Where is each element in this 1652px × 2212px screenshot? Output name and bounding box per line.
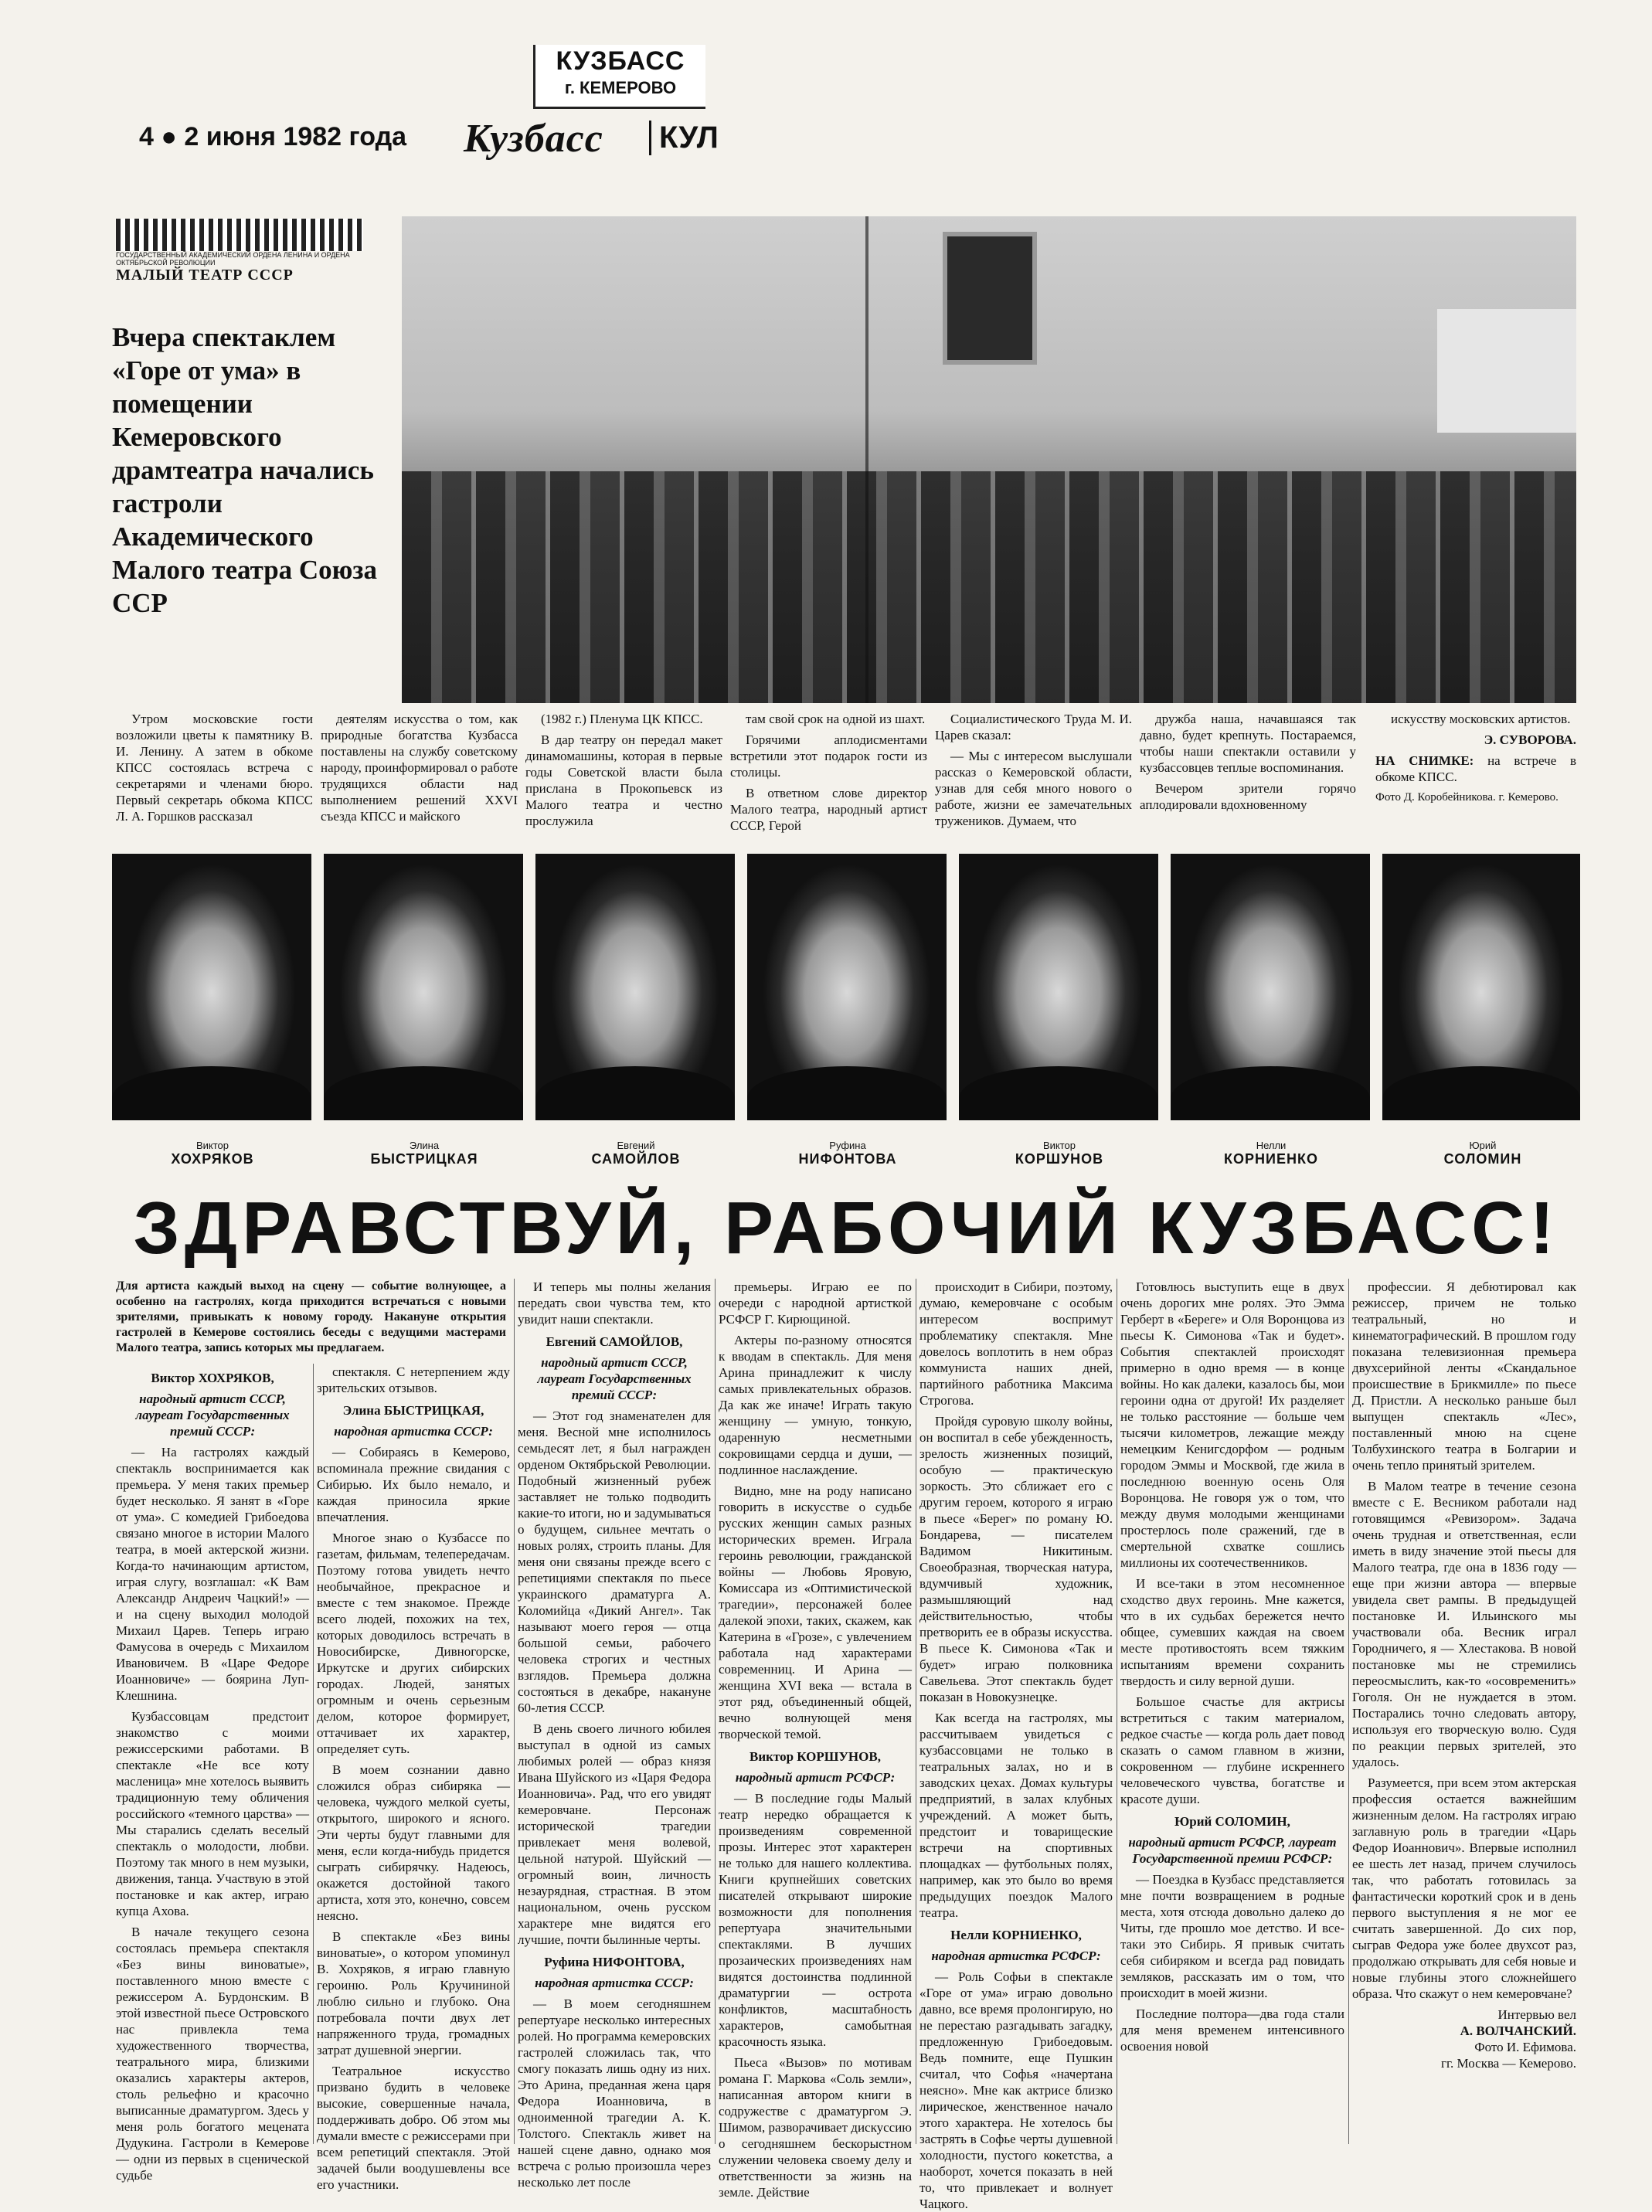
lead-column-5 bbox=[935, 711, 1132, 850]
interview-paragraph: — Собираясь в Кемерово, вспоминала прежние свидания с Сибирью. Их было немало, и каждая приносила яркие впечатления. bbox=[317, 1445, 510, 1524]
interview-paragraph: В моем сознании давно сложился образ сибиряка — человека, чуждого мелкой суеты, открытого, широкого и ясного. Эти черты будут главными для меня, если когда-нибудь придется сыграть сибирячку. Надеюсь, окажется достойной такого артиста, хотя это, конечно, совсем неясно. bbox=[317, 1762, 510, 1923]
theatre-building-icon bbox=[116, 219, 363, 251]
interview-paragraph: Готовлюсь выступить еще в двух очень дорогих мне ролях. Это Эмма Герберт в «Береге» и Оля Воронцова из пьесы К. Симонова «Так и будет». События спектаклей происходят примерно в одно время — в конце войны. Но как далеки, казалось бы, мои героини одна от другой! Их разделяет не только расстояние — больше чем тысячи километров, лежащие между немецким Кенигсдорфом — родным городом Эммы и Москвой, где жила в последнюю военную осень Оля Воронцова. Не говоря уж о том, что между двумя молодыми женщинами простерлось поле сражений, где в смертельной схватке сошлись миллионы их соотечественников. bbox=[1120, 1279, 1344, 1570]
speaker-title: народный артист СССР, лауреат Государственных премий СССР: bbox=[135, 1391, 290, 1439]
interview-credit: Интервью вел bbox=[1497, 2007, 1576, 2022]
lead-paragraph: там свой срок на одной из шахт. bbox=[746, 712, 926, 726]
speaker-name: Виктор КОРШУНОВ, bbox=[750, 1749, 881, 1764]
interview-paragraph: Актеры по-разному относятся к вводам в спектакль. Для меня Арина принадлежит к числу самых привлекательных образов. Да как же иначе! Играть такую женщину — умную, тонкую, одаренную несметными сокровищами сердца и души, — подлинное наслаждение. bbox=[719, 1333, 912, 1477]
speaker-title: народная артистка СССР: bbox=[535, 1976, 694, 1990]
lead-paragraph: Вечером зрители горячо аплодировали вдохновенному bbox=[1140, 781, 1356, 812]
interview-paragraph: профессии. Я дебютировал как режиссер, причем не только театральный, но и кинематографический. В прошлом году показана телевизионная премьера двухсерийной ленты «Скандальное происшествие в Брикмилле» по пьесе Д. Пристли. А несколько раньше был выпущен спектакль «Лес», поставленный мною на сцене Толбухинского театра в Болгарии и очень тепло принятый зрителем. bbox=[1352, 1279, 1576, 1473]
issue-date: 4 ● 2 июня 1982 года bbox=[139, 122, 407, 151]
interview-paragraph: Театральное искусство призвано будить в человеке высокие, совершенные начала, поддерживать добро. Об этом мы думали вместе с режиссерами при всем репетиций спектакля. Этой задачей были воодушевлены все его участники. bbox=[317, 2064, 510, 2192]
portrait-name: Нелли КОРНИЕНКО bbox=[1224, 1140, 1318, 1167]
portrait-name: Евгений САМОЙЛОВ bbox=[591, 1140, 681, 1167]
interview-paragraph: Большое счастье для актрисы встретиться с таким материалом, редкое счастье — когда роль дает повод сказать о самом главном в жизни, сокровенном — глубине искреннего человеческого чувства, богатстве и красоте души. bbox=[1120, 1694, 1344, 1806]
seated-audience bbox=[402, 471, 1576, 703]
portrait-photo bbox=[1171, 854, 1370, 1120]
interview-paragraph: Видно, мне на роду написано говорить в искусстве о судьбе русских женщин самых разных исторических времен. Играла героинь революции, гражданской войны — Любовь Яровую, Комиссара из «Оптимистической трагедии», персонажей более далекой эпохи, таких, скажем, как Катерина в «Грозе», с увлечением работала над характерами современниц. И Арина — женщина XVI века — встала в этот ряд, объединенный общей, вечно волнующей меня творческой темой. bbox=[719, 1483, 912, 1741]
speaker-title: народный артист СССР, лауреат Государственных премий СССР: bbox=[537, 1355, 692, 1402]
column-rule bbox=[313, 1364, 314, 2144]
lead-column-7 bbox=[1375, 711, 1576, 850]
lead-headline: Вчера спектаклем «Горе от ума» в помещении Кемеровского драмтеатра начались гастроли Академического Малого театра Союза ССР bbox=[112, 322, 377, 618]
interview-paragraph: И все-таки в этом несомненное сходство двух героинь. Мне кажется, что в их судьбах бережется нечто общее, сумевших каждая на своем месте противостоять всем тяжким испытаниям времени сохранить твердость и силу верной души. bbox=[1120, 1576, 1344, 1688]
interview-paragraph: премьеры. Играю ее по очереди с народной артисткой РСФСР Г. Кирющиной. bbox=[719, 1279, 912, 1327]
interview-intro: Для артиста каждый выход на сцену — событие волнующее, а особенно на гастролях, когда приходится встречаться с новыми зрителями, привыкать к новому городу. Накануне открытия гастролей в Кемерове состоялись беседы с ведущими мастерами Малого театра, запись которых мы предлагаем. bbox=[116, 1279, 506, 1354]
wall-banner bbox=[1437, 309, 1576, 433]
dateline: гг. Москва — Кемерово. bbox=[1441, 2056, 1576, 2071]
lead-paragraph: Утром московские гости возложили цветы к памятнику В. И. Ленину. А затем в обкоме КПСС состоялась встреча с секретарями и членами бюро. Первый секретарь обкома КПСС Л. А. Горшков рассказал bbox=[116, 712, 313, 824]
wall-portrait bbox=[943, 232, 1037, 365]
interview-paragraph: Разумеется, при всем этом актерская профессия остается важнейшим жизненным делом. На гастролях играю заглавную роль в трагедии «Царь Федор Иоаннович». Впервые исполнил ее шесть лет назад, причем случилось так, что работать готовилась за фантастически короткий срок и в день первого выступления я не мог ее считать завершенной. До сих пор, сыграв Федора уже более двухсот раз, продолжаю открывать для себя новые и новые глубины этого сложнейшего образа. Что скажут о нем кемеровчане? bbox=[1352, 1775, 1576, 2001]
lead-paragraph: В ответном слове директор Малого театра, народный артист СССР, Герой bbox=[730, 786, 927, 833]
interview-paragraph: — Этот год знаменателен для меня. Весной мне исполнилось семьдесят лет, я был награжден орденом Октябрьской Революции. Подобный жизненный рубеж заставляет не только подводить какие-то итоги, но и задумываться о будущем, сильнее мечтать о новых ролях, строить планы. Для меня они связаны прежде всего с репетициями спектакля по пьесе украинского драматурга А. Коломийца «Дикий Ангел». Так называют моего героя — отца большой семьи, рабочего человека строгих и честных взглядов. Премьера должна состояться в декабре, накануне 60-летия СССР. bbox=[518, 1408, 711, 1715]
interview-column-4 bbox=[719, 1279, 912, 2200]
interview-paragraph: Последние полтора—два года стали для меня временем интенсивного освоения новой bbox=[1120, 2006, 1344, 2054]
meeting-photo bbox=[402, 216, 1576, 703]
lead-column-2 bbox=[321, 711, 518, 850]
portrait-name: Виктор ХОХРЯКОВ bbox=[171, 1140, 254, 1167]
photo-caption bbox=[1375, 753, 1576, 785]
photo-caption-label: НА СНИМКЕ: bbox=[1375, 753, 1474, 768]
theatre-logo bbox=[116, 219, 363, 282]
column-rule bbox=[514, 1279, 515, 2144]
portrait-name: Юрий СОЛОМИН bbox=[1443, 1140, 1522, 1167]
interview-paragraph: В спектакле «Без вины виноватые», о котором упоминул В. Хохряков, я играю главную героиню. Роль Кручининой люблю сильно и глубоко. Она потребовала почти двух лет напряженного труда, громадных затрат душевной энергии. bbox=[317, 1929, 510, 2057]
stamp-newspaper: КУЗБАСС bbox=[556, 46, 685, 76]
interview-paragraph: Пройдя суровую школу войны, он воспитал в себе убежденность, зрелость жизненных позиций, особую — практическую зоркость. Это сближает его с другим героем, которого я играю в пьесе «Берег» по роману Ю. Бондарева, — писателем Вадимом Никитиным. Своеобразная, творческая натура, вдумчивый художник, размышляющий над действительностью, чтобы претворить ее в образы искусства. В пьесе К. Симонова «Так и будет» играю полковника Савельева. Этот спектакль будет показан в Новокузнецке. bbox=[919, 1414, 1113, 1704]
portrait-name: Руфина НИФОНТОВА bbox=[798, 1140, 897, 1167]
paper-fold bbox=[865, 216, 868, 703]
portrait-photo bbox=[1382, 854, 1580, 1120]
interview-paragraph: — В последние годы Малый театр нередко обращается к произведениям современной прозы. Интерес этот характерен не только для нашего коллектива. Книги крупнейших советских писателей открывают широкие возможности для пополнения репертуара значительными спектаклями. В лучших прозаических произведениях нам видятся достоинства подлинной драматургии — острота конфликтов, масштабность характеров, самобытная красочность языка. bbox=[719, 1791, 912, 2049]
photo-credit: Фото И. Ефимова. bbox=[1474, 2040, 1576, 2054]
speaker-title: народная артистка СССР: bbox=[334, 1424, 493, 1439]
column-rule bbox=[715, 1279, 716, 2144]
portrait-photo bbox=[747, 854, 947, 1120]
lead-paragraph: В дар театру он передал макет динамомашины, которая в первые годы Советской власти была прислана в Прокопьевск из Малого театра и честно прослужила bbox=[525, 732, 722, 828]
masthead bbox=[100, 116, 719, 170]
interview-paragraph: — В моем сегодняшнем репертуаре несколько интересных ролей. Но программа кемеровских гастролей сложилась так, что смогу показать лишь одну из них. Это Арина, преданная жена царя Федора Иоанновича, в одноименной трагедии А. К. Толстого. Спектакль живет на нашей сцене давно, однако моя встреча с ролью произошла через несколько лет после bbox=[518, 1996, 711, 2190]
portrait-row bbox=[112, 854, 1580, 1120]
lead-signature: Э. СУВОРОВА. bbox=[1484, 732, 1576, 747]
speaker-name: Юрий СОЛОМИН, bbox=[1174, 1814, 1290, 1829]
masthead-cut: КУЛ bbox=[649, 121, 719, 155]
lead-paragraph: деятелям искусства о том, как природные богатства Кузбасса поставлены на службу советскому народу, проинформировал о работе трудящихся области над выполнением решений XXVI съезда КПСС и майского bbox=[321, 712, 518, 824]
main-headline: ЗДРАВСТВУЙ, РАБОЧИЙ КУЗБАСС! bbox=[133, 1187, 1559, 1269]
column-rule bbox=[1348, 1279, 1349, 2144]
lead-paragraph: — Мы с интересом выслушали рассказ о Кемеровской области, узнав для себя много нового о работе, жизни ее замечательных тружеников. Думаем, что bbox=[935, 749, 1132, 828]
lead-paragraph: дружба наша, начавшаяся так давно, будет крепнуть. Постараемся, чтобы наши спектакли оставили у кузбассовцев теплые воспоминания. bbox=[1140, 712, 1356, 775]
lead-column-4 bbox=[730, 711, 927, 850]
interview-paragraph: Пьеса «Вызов» по мотивам романа Г. Маркова «Соль земли», написанная автором книги в содружестве с драматургом Э. Шимом, разворачивает дискуссию о сегодняшнем бескорыстном служении человека своему делу и ответственности за жизнь на земле. Действие bbox=[719, 2055, 912, 2200]
lead-paragraph: Социалистического Труда М. И. Царев сказал: bbox=[935, 712, 1132, 742]
speaker-name: Руфина НИФОНТОВА, bbox=[544, 1955, 685, 1969]
interview-paragraph: В начале текущего сезона состоялась премьера спектакля «Без вины виноватые», поставленного мною вместе с режиссером А. Бурдонским. В этой известной пьесе Островского нас привлекла тема художественного творчества, театрального мира, близкими оказались характеры актеров, столь рельефно и красочно выписанные драматургом. Здесь у меня роль богатого мецената Дудукина. Гастроли в Кемерове — одни из первых в сценической судьбе bbox=[116, 1925, 309, 2183]
interview-paragraph: — Роль Софьи в спектакле «Горе от ума» играю довольно давно, все время пролонгирую, но не перестаю разгадывать загадку, предложенную Грибоедовым. Ведь помните, еще Пушкин считал, что Софья «начертана неясно». Мне как актрисе близко лирическое, женственное начало этого характера. Не хотелось бы застрять в Софье черты душевной холодности, пустого кокетства, а наоборот, хочется показать в ней то, что привлекает и волнует Чацкого. bbox=[919, 1969, 1113, 2211]
speaker-title: народная артистка РСФСР: bbox=[931, 1949, 1101, 1963]
interview-column-3 bbox=[518, 1279, 711, 2190]
interview-column-5 bbox=[919, 1279, 1113, 2211]
lead-paragraph: искусству московских артистов. bbox=[1391, 712, 1571, 726]
interview-paragraph: В день своего личного юбилея выступал в одной из самых любимых ролей — образ князя Ивана Шуйского из «Царя Федора Иоанновича». Рад, что его увидят кемеровчане. Персонаж исторической трагедии привлекает меня волевой, цельной натурой. Шуйский — огромный воин, личность незаурядная, страстная. В этом национальном, очень русском характере мне видятся его лучшие, почти былинные черты. bbox=[518, 1721, 711, 1947]
archive-stamp bbox=[533, 45, 705, 109]
interview-paragraph: спектакля. С нетерпением жду зрительских отзывов. bbox=[317, 1364, 510, 1395]
interview-paragraph: происходит в Сибири, поэтому, думаю, кемеровчане с особым интересом воспримут проблематику спектакля. Мне довелось воплотить в нем образ коммуниста наших дней, партийного работника Максима Строгова. bbox=[919, 1279, 1113, 1408]
portrait-name: Элина БЫСТРИЦКАЯ bbox=[370, 1140, 478, 1167]
lead-paragraph: (1982 г.) Пленума ЦК КПСС. bbox=[541, 712, 703, 726]
speaker-name: Нелли КОРНИЕНКО, bbox=[950, 1928, 1082, 1942]
interview-column-2 bbox=[317, 1364, 510, 2192]
interviewer-name: А. ВОЛЧАНСКИЙ. bbox=[1460, 2023, 1576, 2038]
lead-column-3 bbox=[525, 711, 722, 850]
theatre-logo-small: ГОСУДАРСТВЕННЫЙ АКАДЕМИЧЕСКИЙ ОРДЕНА ЛЕНИНА И ОРДЕНА ОКТЯБРЬСКОЙ РЕВОЛЮЦИИ bbox=[116, 251, 350, 267]
stamp-city: г. КЕМЕРОВО bbox=[564, 78, 677, 97]
photo-credit: Фото Д. Коробейникова. г. Кемерово. bbox=[1375, 791, 1559, 804]
interview-paragraph: Как всегда на гастролях, мы рассчитываем увидеться с кузбассовцами не только в театральных залах, но и в заводских цехах. Домах культуры предприятий, в залах клубных учреждений. А может быть, предстоит и товарищеские встречи на спортивных площадках — футбольных полях, например, как это было во время предыдущих поездок Малого театра. bbox=[919, 1711, 1113, 1920]
interview-paragraph: И теперь мы полны желания передать свои чувства тем, кто увидит наши спектакли. bbox=[518, 1279, 711, 1327]
portrait-photo bbox=[324, 854, 523, 1120]
newspaper-logo: Кузбасс bbox=[464, 117, 603, 161]
interview-paragraph: — На гастролях каждый спектакль воспринимается как премьера. У меня таких премьер будет несколько. Я занят в «Горе от ума». С комедией Грибоедова связано многое в истории Малого театра, в моей актерской жизни. Когда-то начинающим артистом, играя слугу, возглашал: «К Вам Александр Андреич Чацкий!» — и на сцену выходил молодой Михаил Царев. Теперь играю Фамусова в очередь с Михаилом Ивановичем. В «Царе Федоре Иоанновиче» — боярина Луп-Клешнина. bbox=[116, 1445, 309, 1703]
interview-paragraph: Многое знаю о Кузбассе по газетам, фильмам, телепередачам. Поэтому готова увидеть нечто необычайное, прекрасное и вместе с тем знакомое. Прежде всего людей, похожих на тех, которых доводилось встречать в Новосибирске, Дивногорске, Иркутске и других сибирских городах. Людей, занятых огромным и очень серьезным делом, которое формирует, оттачивает их характер, определяет суть. bbox=[317, 1531, 510, 1756]
portrait-photo bbox=[112, 854, 311, 1120]
theatre-logo-name: МАЛЫЙ ТЕАТР СССР bbox=[116, 267, 294, 284]
interview-column-1 bbox=[116, 1364, 309, 2183]
speaker-name: Элина БЫСТРИЦКАЯ, bbox=[342, 1403, 484, 1418]
interview-paragraph: В Малом театре в течение сезона вместе с Е. Весником работали над готовящимся «Ревизором». Задача очень трудная и ответственная, если иметь в виду значение этой пьесы для Малого театра, где она в 1836 году — еще при жизни автора — впервые увидела свет рампы. В предыдущей постановке И. Ильинского мы участвовали оба. Весник играл Городничего, я — Хлестакова. В новой постановке мы не стремились переосмыслить, как-то «осовременить» Гоголя. Он не нуждается в этом. Постарались точно следовать автору, используя его творческую волю. Судя по реакции первых зрителей, это удалось. bbox=[1352, 1479, 1576, 1769]
interview-paragraph: — Поездка в Кузбасс представляется мне почти возвращением в родные места, хотя отсюда довольно далеко до Читы, где прошло мое детство. И все-таки это Сибирь. Я привык считать себя сибиряком и всегда рад повидать земляков, рассказать им о том, что происходит в моей жизни. bbox=[1120, 1872, 1344, 2000]
speaker-title: народный артист РСФСР, лауреат Государственной премии РСФСР: bbox=[1128, 1835, 1337, 1866]
interview-column-6 bbox=[1120, 1279, 1344, 2144]
lead-column-1 bbox=[116, 711, 313, 850]
photo-caption-text: на встрече в обкоме КПСС. bbox=[1375, 753, 1577, 784]
portrait-name: Виктор КОРШУНОВ bbox=[1015, 1140, 1104, 1167]
interview-column-7 bbox=[1352, 1279, 1576, 2144]
speaker-name: Виктор ХОХРЯКОВ, bbox=[151, 1371, 274, 1385]
portrait-photo bbox=[959, 854, 1158, 1120]
lead-column-6 bbox=[1140, 711, 1356, 850]
speaker-name: Евгений САМОЙЛОВ, bbox=[546, 1334, 683, 1349]
lead-paragraph: Горячими аплодисментами встретили этот подарок гости из столицы. bbox=[730, 732, 927, 780]
speaker-title: народный артист РСФСР: bbox=[735, 1770, 896, 1785]
portrait-photo bbox=[535, 854, 735, 1120]
interview-paragraph: Кузбассовцам предстоит знакомство с моими режиссерскими работами. В спектакле «Не все коту масленица» мне хотелось выявить традиционную тему обличения российского «темного царства» — Мы старались сделать веселый спектакль о молодости, любви. Поэтому так много в нем музыки, движения, танца. Участвую в этой постановке и как актер, играю купца Ахова. bbox=[116, 1709, 309, 1918]
